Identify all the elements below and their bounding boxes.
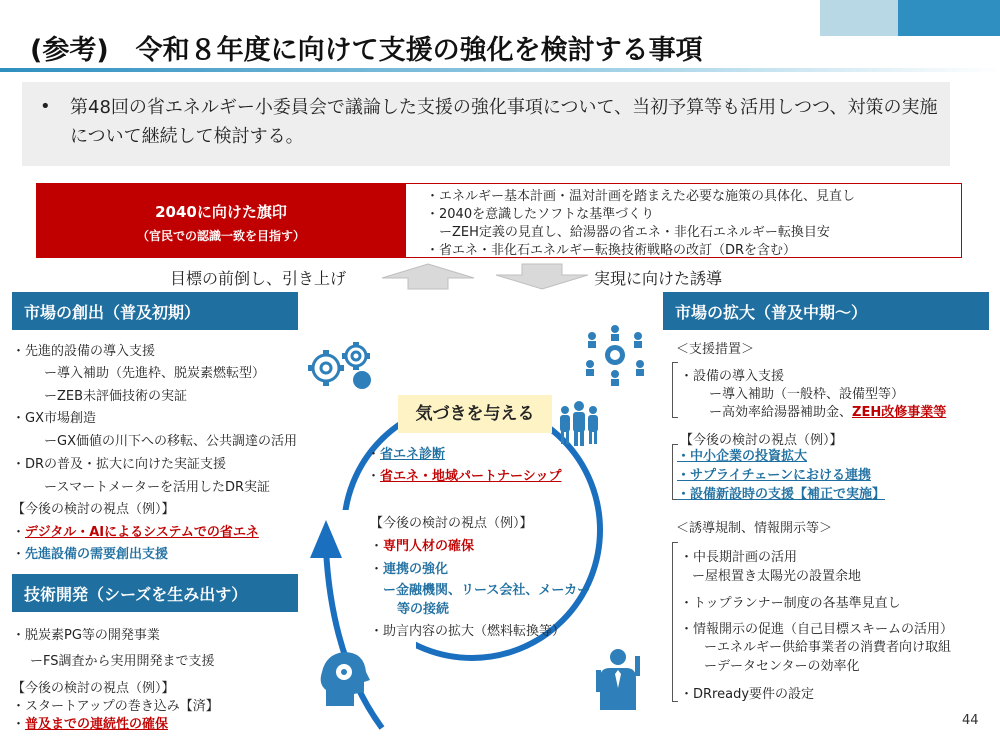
gears-icon [302,338,378,390]
tech-dev-line: ・脱炭素PG等の開発事業 [12,628,160,643]
market-creation-line: ・先進的設備の導入支援 [12,344,156,359]
support-line: ー導入補助（一般枠、設備型等） [709,387,905,402]
regulation-heading: ＜誘導規制、情報開示等＞ [676,521,833,536]
center-hr-item: ・専門人材の確保 [370,539,475,554]
intro-bullet: • [40,96,51,117]
tech-dev-header: 技術開発（シーズを生み出す） [12,574,298,612]
team-icon [556,400,602,450]
regulation-line: ・中長期計画の活用 [680,550,798,565]
flag-subtitle: （官民での認識一致を目指す） [136,229,305,243]
expansion-viewpoint-item: ・中小企業の投資拡大 [677,449,808,464]
page-title: (参考) 令和８年度に向けて支援の強化を検討する事項 [30,35,703,66]
center-link-item: ・連携の強化 [370,562,449,577]
market-creation-line: ーZEB未評価技術の実証 [44,389,188,404]
intro-text: 第48回の省エネルギー小委員会で議論した支援の強化事項について、当初予算等も活用しつつ、対策の実施について継続して検討する。 [70,97,938,147]
expansion-viewpoint: 【今後の検討の視点（例）】 [680,433,843,448]
tech-dev-line: ・スタートアップの巻き込み【済】 [12,699,219,714]
flag-item: ・エネルギー基本計画・温対計画を踏まえた必要な施策の具体化、見直し [426,189,856,204]
support-bracket [672,362,678,418]
market-creation-line: ースマートメーターを活用したDR実証 [44,480,271,495]
center-link-sub: 等の接続 [397,602,450,617]
businessman-icon [594,648,642,712]
market-creation-focus: ・先進設備の需要創出支援 [12,547,169,562]
flag-items-box [406,183,962,258]
title-divider [0,68,1000,72]
center-advice-item: ・助言内容の拡大（燃料転換等） [370,624,566,639]
market-creation-viewpoint: 【今後の検討の視点（例）】 [12,502,175,517]
expansion-viewpoint-item: ・設備新設時の支援【補正で実施】 [677,487,886,502]
corner-decoration-dark [898,0,1000,36]
corner-decoration-light [820,0,898,36]
flag-item: ーZEH定義の見直し、給湯器の省エネ・非化石エネルギー転換目安 [426,225,830,240]
flag-banner [36,183,406,258]
market-expansion-header: 市場の拡大（普及中期〜） [663,292,989,330]
up-arrow-icon [378,262,478,290]
awareness-badge: 気づきを与える [398,395,552,433]
center-link-sub: ー金融機関、リース会社、メーカー [383,583,591,598]
support-line: ー高効率給湯器補助金、ZEH改修事業等 [709,405,947,420]
arrow-left-label: 目標の前倒し、引き上げ [170,269,347,288]
flag-item: ・2040を意識したソフトな基準づくり [426,207,655,222]
market-creation-line: ー導入補助（先進枠、脱炭素燃転型） [44,366,266,381]
regulation-bracket [672,542,678,702]
market-creation-line: ・GX市場創造 [12,411,96,426]
regulation-line: ・トップランナー制度の各基準見直し [680,596,901,611]
people-network-icon [584,324,646,386]
regulation-line: ・DRready要件の設定 [680,687,815,702]
tech-dev-focus: ・普及までの連続性の確保 [12,717,169,732]
head-gears-icon [318,650,368,708]
flag-title: 2040に向けた旗印 [155,203,287,221]
tech-dev-line: ーFS調査から実用開発まで支援 [30,654,215,669]
expansion-viewpoint-item: ・サプライチェーンにおける連携 [677,468,871,483]
regulation-line: ーエネルギー供給事業者の消費者向け取組 [704,640,952,655]
support-heading: ＜支援措置＞ [676,342,755,357]
center-viewpoint: 【今後の検討の視点（例）】 [370,516,533,531]
down-arrow-icon [492,262,592,290]
regulation-line: ー屋根置き太陽光の設置余地 [692,569,862,584]
center-item: ・省エネ診断 [367,447,446,462]
flag-item: ・省エネ・非化石エネルギー転換技術戦略の改訂（DRを含む） [426,243,797,258]
market-creation-line: ・DRの普及・拡大に向けた実証支援 [12,457,227,472]
market-creation-header: 市場の創出（普及初期） [12,292,298,330]
regulation-line: ーデータセンターの効率化 [704,659,860,674]
tech-dev-viewpoint: 【今後の検討の視点（例）】 [12,681,175,696]
page-number: 44 [962,713,979,728]
market-creation-focus: ・デジタル・AIによるシステムでの省エネ [12,525,259,540]
market-creation-line: ーGX価値の川下への移転、公共調達の活用 [44,434,297,449]
center-item: ・省エネ・地域パートナーシップ [367,469,562,484]
regulation-line: ・情報開示の促進（自己目標スキームの活用） [680,622,954,637]
support-line: ・設備の導入支援 [680,369,785,384]
arrow-right-label: 実現に向けた誘導 [594,269,723,288]
